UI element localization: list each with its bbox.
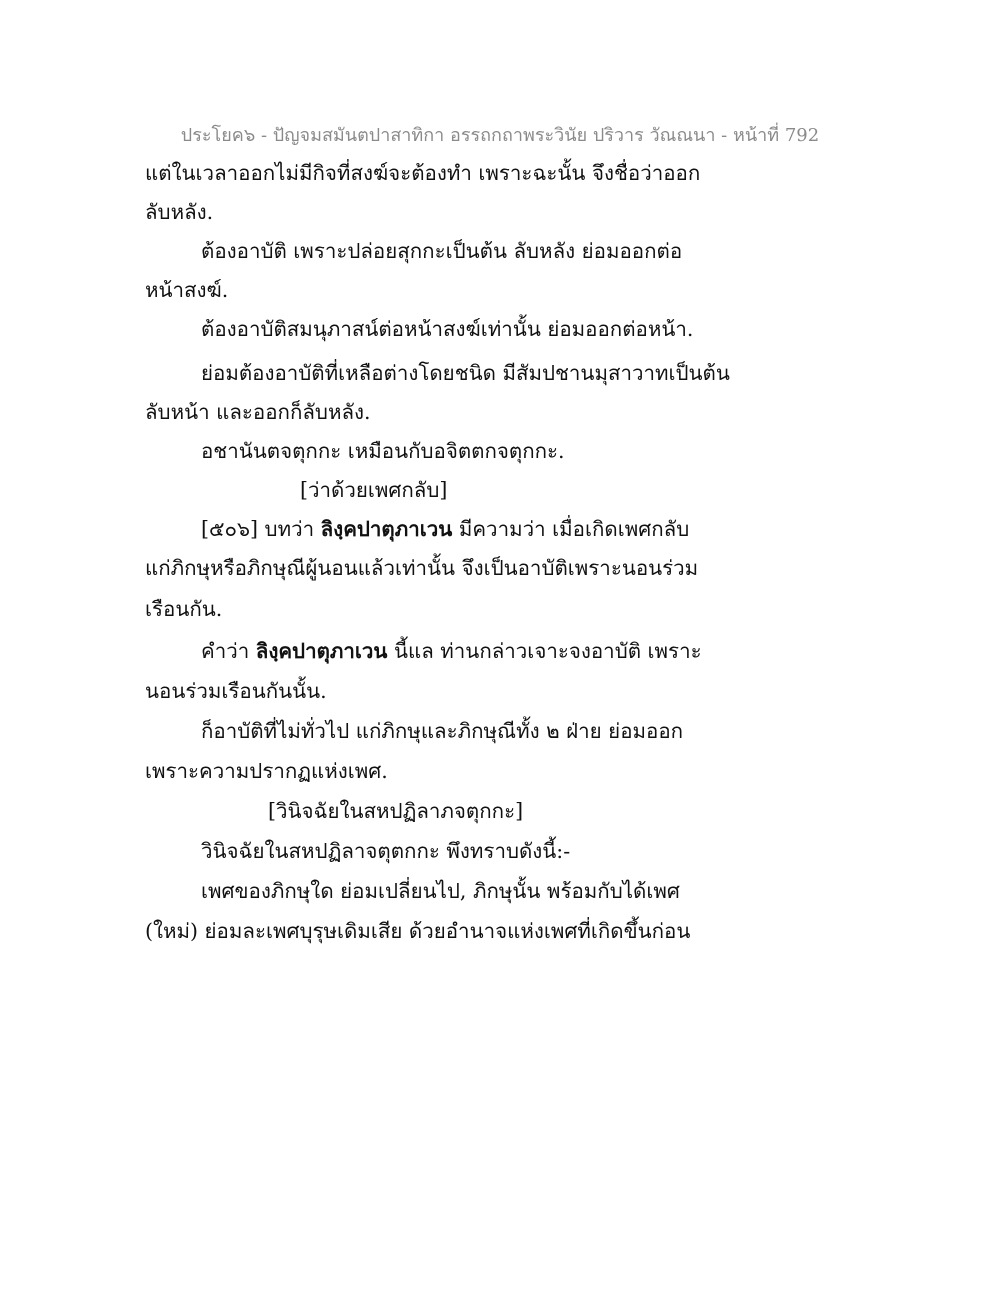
text-line-17: เพศของภิกษุใด ย่อมเปลี่ยนไป, ภิกษุนั้น พร้อมกับได้เพศ [201,879,680,903]
text-line-18: (ใหม่) ย่อมละเพศบุรุษเดิมเสีย ด้วยอำนาจแห่งเพศที่เกิดขึ้นก่อน [145,919,691,943]
text-line-8: อชานันตจตุกกะ เหมือนกับอจิตตกจตุกกะ. [201,439,565,463]
text-line-11: เรือนกัน. [145,597,223,621]
text-line-12-end: นี้แล ท่านกล่าวเจาะจงอาบัติ เพราะ [387,639,702,663]
text-line-1: แต่ในเวลาออกไม่มีกิจที่สงฆ์จะต้องทำ เพราะฉะนั้น จึงชื่อว่าออก [145,161,701,185]
text-line-12-start: คำว่า [201,639,256,663]
text-line-13: นอนร่วมเรือนกันนั้น. [145,679,327,703]
page-header: ประโยค๖ - ปัญจมสมันตปาสาทิกา อรรถกถาพระวินัย ปริวาร วัณณนา - หน้าที่ 792 [180,125,820,146]
text-line-10: แก่ภิกษุหรือภิกษุณีผู้นอนแล้วเท่านั้น จึงเป็นอาบัติเพราะนอนร่วม [145,556,699,580]
text-line-4: หน้าสงฆ์. [145,278,229,302]
text-line-7: ลับหน้า และออกก็ลับหลัง. [145,400,371,424]
text-line-14: ก็อาบัติที่ไม่ทั่วไป แก่ภิกษุและภิกษุณีทั้ง ๒ ฝ่าย ย่อมออก [201,719,684,743]
text-line-3: ต้องอาบัติ เพราะปล่อยสุกกะเป็นต้น ลับหลัง ย่อมออกต่อ [201,239,683,263]
text-line-2: ลับหลัง. [145,200,214,224]
text-line-15: เพราะความปรากฏแห่งเพศ. [145,759,388,783]
text-line-12 [201,636,702,666]
text-line-9 [201,514,689,544]
text-line-9-start: [๕๐๖] บทว่า [201,517,321,541]
text-line-5: ต้องอาบัติสมนุภาสน์ต่อหน้าสงฆ์เท่านั้น ย่อมออกต่อหน้า. [201,317,694,341]
bold-term-2: ลิงฺคปาตุภาเวน [255,639,388,663]
text-line-16: วินิจฉัยในสหปฏิลาจตุตกกะ พึงทราบดังนี้:- [201,839,571,863]
text-line-6: ย่อมต้องอาบัติที่เหลือต่างโดยชนิด มีสัมปชานมุสาวาทเป็นต้น [201,361,730,385]
section-heading-2: [วินิจฉัยในสหปฏิลาภจตุกกะ] [268,799,524,823]
section-heading-1: [ว่าด้วยเพศกลับ] [300,478,448,502]
bold-term-1: ลิงฺคปาตุภาเวน [320,517,453,541]
text-line-9-end: มีความว่า เมื่อเกิดเพศกลับ [452,517,690,541]
